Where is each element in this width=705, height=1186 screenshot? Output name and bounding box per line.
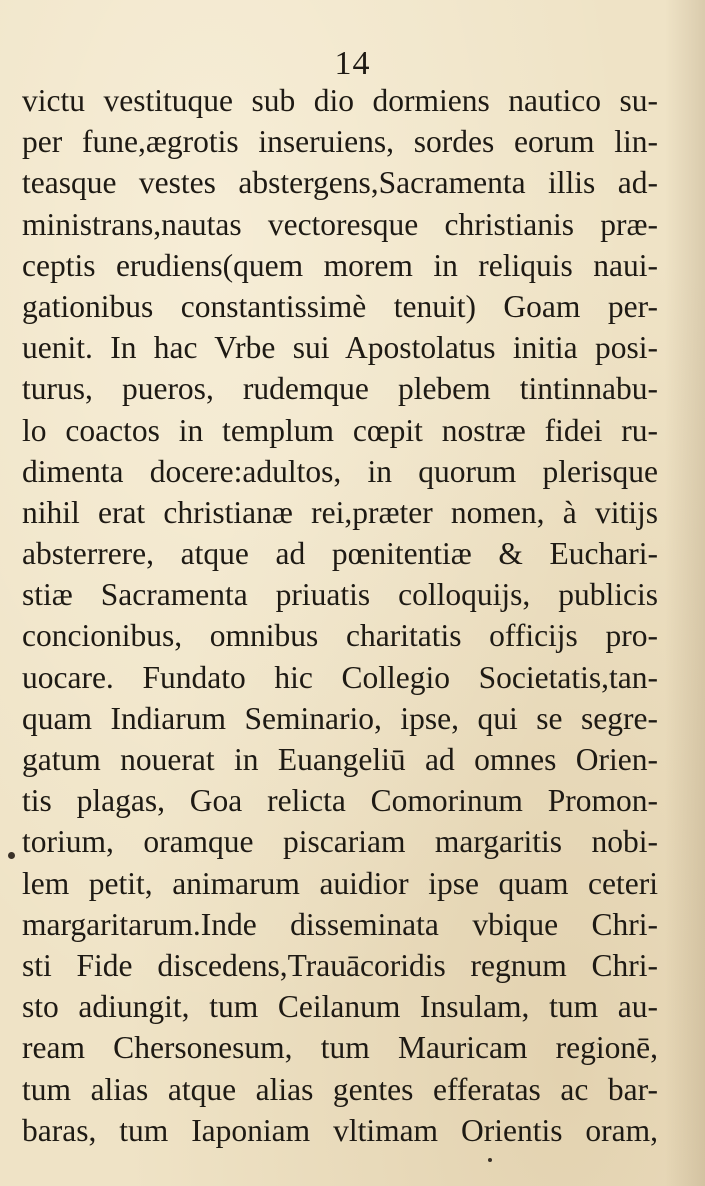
text-line: torium, oramque piscariam margaritis nobi-: [22, 824, 658, 860]
text-line: gationibus constantissimè tenuit) Goam per-: [22, 288, 658, 324]
text-line: ceptis erudiens(quem morem in reliquis naui-: [22, 247, 658, 283]
text-line: dimenta docere:adultos, in quorum plerisque: [22, 453, 658, 489]
text-line: margaritarum.Inde disseminata vbique Chri-: [22, 906, 658, 942]
text-line: teasque vestes abstergens,Sacramenta illis ad-: [22, 165, 658, 201]
page-number: 14: [334, 45, 371, 82]
text-line: baras, tum Iaponiam vltimam Orientis oram,: [22, 1112, 658, 1148]
text-line: turus, pueros, rudemque plebem tintinnabu-: [22, 371, 658, 407]
text-line: quam Indiarum Seminario, ipse, qui se segre-: [22, 700, 658, 736]
text-line: ream Chersonesum, tum Mauricam regionē,: [22, 1030, 658, 1066]
text-line: victu vestituque sub dio dormiens nautico su-: [22, 83, 658, 118]
text-line: uenit. In hac Vrbe sui Apostolatus initia posi-: [22, 330, 658, 366]
ink-speck: [8, 852, 15, 859]
text-line: uocare. Fundato hic Collegio Societatis,tan-: [22, 659, 658, 695]
ink-speck: [488, 1158, 492, 1162]
text-line: ministrans,nautas vectoresque christianis præ-: [22, 206, 658, 242]
text-line: sti Fide discedens,Trauācoridis regnum Chri-: [22, 947, 658, 983]
text-line: tum alias atque alias gentes efferatas ac bar-: [22, 1071, 658, 1107]
text-line: lem petit, animarum auidior ipse quam ceteri: [22, 865, 658, 901]
text-line: per fune,ægrotis inseruiens, sordes eorum lin-: [22, 124, 658, 160]
text-line: nihil erat christianæ rei,præter nomen, à vitijs: [22, 494, 658, 530]
text-line: lo coactos in templum cœpit nostræ fidei ru-: [22, 412, 658, 448]
text-line: sto adiungit, tum Ceilanum Insulam, tum au-: [22, 989, 658, 1025]
text-line: absterrere, atque ad pœnitentiæ & Euchari-: [22, 536, 658, 572]
text-line: tis plagas, Goa relicta Comorinum Promon-: [22, 783, 658, 819]
page-fold-shadow: [665, 0, 705, 1186]
text-line: stiæ Sacramenta priuatis colloquijs, publicis: [22, 577, 658, 613]
body-text: [22, 80, 658, 1151]
text-line: concionibus, omnibus charitatis officijs pro-: [22, 618, 658, 654]
text-line: gatum nouerat in Euangeliū ad omnes Orien-: [22, 742, 658, 777]
